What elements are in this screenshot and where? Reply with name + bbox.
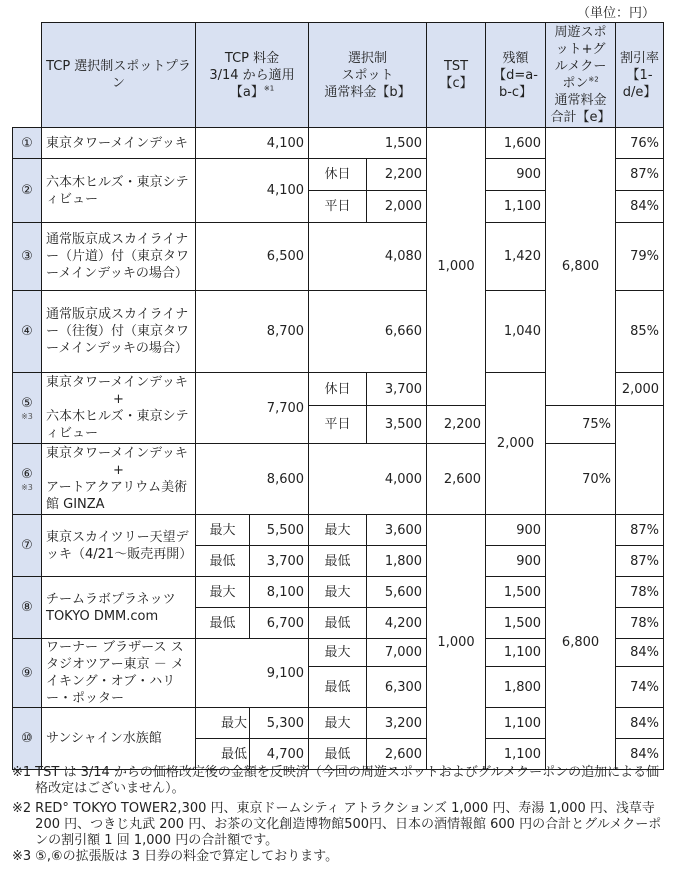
range-label: 最低 bbox=[196, 608, 250, 639]
total-value: 6,800 bbox=[546, 128, 616, 406]
header-tst-line2: 【c】 bbox=[439, 76, 473, 91]
remain-value: 1,100 bbox=[486, 739, 546, 770]
header-remain bbox=[486, 23, 546, 128]
plan-name: ワーナー ブラザース スタジオツアー東京 － メイキング・オブ・ハリー・ポッター bbox=[42, 639, 196, 708]
tcp-fee: 6,700 bbox=[250, 608, 309, 639]
row-number: ⑩ bbox=[13, 708, 42, 770]
remain-value: 1,420 bbox=[486, 223, 546, 291]
discount-rate: 84% bbox=[616, 739, 664, 770]
remain-value: 1,500 bbox=[486, 577, 546, 608]
plan-name: チームラボプラネッツ TOKYO DMM.com bbox=[42, 577, 196, 639]
plus-sign: + bbox=[113, 463, 124, 478]
plan-name-line1: 東京タワーメインデッキ bbox=[46, 446, 188, 461]
range-label: 最低 bbox=[309, 739, 367, 770]
day-type-label: 平日 bbox=[309, 406, 367, 444]
range-label: 最低 bbox=[309, 667, 367, 708]
header-discount-line1: 割引率 bbox=[620, 50, 660, 66]
plan-name: 東京スカイツリー天望デッキ（4/21～販売再開） bbox=[42, 515, 196, 577]
remain-value: 1,600 bbox=[486, 128, 546, 159]
footnote-mark: ※1 bbox=[12, 765, 32, 780]
row-number: ① bbox=[13, 128, 42, 159]
plan-name: サンシャイン水族館 bbox=[42, 708, 196, 770]
plus-sign: + bbox=[113, 392, 124, 407]
header-tst-line1: TST bbox=[443, 59, 469, 74]
plan-name: 東京タワーメインデッキ bbox=[42, 128, 196, 159]
tcp-fee: 4,100 bbox=[196, 128, 309, 159]
remain-value: 900 bbox=[486, 515, 546, 546]
header-tcp-fee-line3: 【a】 bbox=[229, 84, 264, 100]
remain-value: 2,200 bbox=[427, 406, 486, 444]
remain-value: 2,000 bbox=[616, 373, 664, 406]
spot-fee: 4,000 bbox=[309, 444, 427, 515]
range-label: 最低 bbox=[309, 608, 367, 639]
tcp-fee: 8,100 bbox=[250, 577, 309, 608]
footnote-mark: ※2 bbox=[12, 801, 32, 816]
table-row bbox=[13, 128, 664, 159]
discount-rate: 78% bbox=[616, 577, 664, 608]
remain-value: 1,100 bbox=[486, 191, 546, 223]
tcp-fee: 3,700 bbox=[250, 546, 309, 577]
plan-name: 通常版京成スカイライナー（往復）付（東京タワーメインデッキの場合） bbox=[42, 291, 196, 373]
discount-rate: 76% bbox=[616, 128, 664, 159]
header-spot-fee-line2: スポット bbox=[341, 67, 394, 83]
range-label: 最大 bbox=[309, 708, 367, 739]
spot-fee: 1,500 bbox=[309, 128, 427, 159]
discount-rate: 74% bbox=[616, 667, 664, 708]
unit-label: （単位：円） bbox=[576, 6, 655, 21]
tcp-fee: 7,700 bbox=[196, 373, 309, 444]
remain-value: 2,600 bbox=[427, 444, 486, 515]
footnote-ref: ※2 bbox=[588, 75, 599, 84]
spot-fee: 5,600 bbox=[367, 577, 427, 608]
price-table bbox=[12, 22, 664, 770]
header-tst bbox=[427, 23, 486, 128]
header-remain-line2: 【d=a-b-c】 bbox=[493, 67, 538, 100]
discount-rate: 84% bbox=[616, 191, 664, 223]
row-number-text: ⑥ bbox=[21, 467, 33, 482]
row-number bbox=[13, 444, 42, 515]
footnote-3 bbox=[12, 849, 672, 865]
tst-value: 1,000 bbox=[427, 515, 486, 770]
discount-rate: 87% bbox=[616, 546, 664, 577]
plan-name bbox=[42, 373, 196, 444]
header-row bbox=[13, 23, 664, 128]
header-spot-fee-line3: 通常料金【b】 bbox=[324, 84, 411, 100]
header-remain-line1: 残額 bbox=[502, 50, 529, 66]
spot-fee: 1,800 bbox=[367, 546, 427, 577]
tcp-fee: 8,700 bbox=[196, 291, 309, 373]
header-tcp-fee-line1: TCP 料金 bbox=[224, 50, 280, 66]
plan-name: 通常版京成スカイライナー（片道）付（東京タワーメインデッキの場合） bbox=[42, 223, 196, 291]
row-number: ⑧ bbox=[13, 577, 42, 639]
discount-rate: 79% bbox=[616, 223, 664, 291]
plan-name bbox=[42, 444, 196, 515]
discount-rate: 84% bbox=[616, 708, 664, 739]
header-spot-fee-line1: 選択制 bbox=[348, 50, 388, 66]
tcp-fee: 8,600 bbox=[196, 444, 309, 515]
footnote-1 bbox=[12, 765, 672, 797]
header-total-line2: 通常料金合計【e】 bbox=[550, 93, 611, 125]
discount-rate: 87% bbox=[616, 159, 664, 191]
remain-value: 900 bbox=[486, 546, 546, 577]
footnote-ref: ※1 bbox=[263, 84, 275, 93]
spot-fee: 4,200 bbox=[367, 608, 427, 639]
discount-rate: 85% bbox=[616, 291, 664, 373]
footnote-text: TST は 3/14 からの価格改定後の金額を反映済（今回の周遊スポットおよびグルメクーポンの追加による価格改定はございません）。 bbox=[35, 765, 660, 796]
remain-value: 1,100 bbox=[486, 708, 546, 739]
total-value: 6,800 bbox=[546, 515, 616, 770]
spot-fee: 7,000 bbox=[367, 639, 427, 667]
plan-name: 六本木ヒルズ・東京シティビュー bbox=[42, 159, 196, 223]
row-number: ⑨ bbox=[13, 639, 42, 708]
tcp-fee: 6,500 bbox=[196, 223, 309, 291]
range-label: 最低 bbox=[309, 546, 367, 577]
discount-rate: 70% bbox=[546, 444, 616, 515]
plan-name-line1: 東京タワーメインデッキ bbox=[46, 375, 188, 390]
footnote-ref: ※3 bbox=[21, 483, 33, 492]
table-row bbox=[13, 444, 664, 515]
remain-value: 900 bbox=[486, 159, 546, 191]
header-tcp-fee-line2: 3/14 から適用 bbox=[209, 67, 295, 83]
day-type-label: 平日 bbox=[309, 191, 367, 223]
spot-fee: 6,660 bbox=[309, 291, 427, 373]
discount-rate: 78% bbox=[616, 608, 664, 639]
remain-value: 1,100 bbox=[486, 639, 546, 667]
spot-fee: 4,080 bbox=[309, 223, 427, 291]
range-label: 最大 bbox=[309, 639, 367, 667]
table-row bbox=[13, 515, 664, 546]
plan-name-line2: 六本木ヒルズ・東京シティビュー bbox=[46, 409, 189, 441]
footnote-text: RED° TOKYO TOWER2,300 円、東京ドームシティ アトラクションズ 1,000 円、寿湯 1,000 円、浅草寺 200 円、つきじ丸武 200 円、お茶の文化創造博物館500円、日本の酒情報館 600 円の合計とグルメクーポンの割引額 1 回 1,000 円の合計額です。 bbox=[35, 801, 662, 848]
header-plan bbox=[42, 23, 196, 128]
footnote-2 bbox=[12, 801, 672, 849]
range-label: 最低 bbox=[196, 739, 250, 770]
footnotes bbox=[12, 765, 672, 865]
tst-value: 1,000 bbox=[427, 128, 486, 406]
corner-cell bbox=[13, 23, 42, 128]
header-total-line1: 周遊スポット+グルメクーポン bbox=[554, 25, 607, 91]
day-type-label: 休日 bbox=[309, 159, 367, 191]
tcp-fee: 5,300 bbox=[250, 708, 309, 739]
spot-fee: 3,500 bbox=[367, 406, 427, 444]
header-spot-fee bbox=[309, 23, 427, 128]
tcp-fee: 9,100 bbox=[196, 639, 309, 708]
discount-rate: 84% bbox=[616, 639, 664, 667]
row-number: ④ bbox=[13, 291, 42, 373]
row-number: ⑦ bbox=[13, 515, 42, 577]
spot-fee: 2,600 bbox=[367, 739, 427, 770]
range-label: 最大 bbox=[309, 577, 367, 608]
discount-rate: 75% bbox=[546, 406, 616, 444]
tcp-fee: 5,500 bbox=[250, 515, 309, 546]
spot-fee: 3,700 bbox=[367, 373, 427, 406]
range-label: 最大 bbox=[196, 515, 250, 546]
header-plan-text: TCP 選択制スポットプラン bbox=[46, 59, 191, 91]
row-number-text: ⑤ bbox=[21, 396, 33, 411]
tcp-fee: 4,700 bbox=[250, 739, 309, 770]
day-type-label: 休日 bbox=[309, 373, 367, 406]
row-number bbox=[13, 373, 42, 444]
spot-fee: 3,200 bbox=[367, 708, 427, 739]
header-discount bbox=[616, 23, 664, 128]
range-label: 最大 bbox=[196, 577, 250, 608]
spot-fee: 2,000 bbox=[367, 191, 427, 223]
plan-name-line2: アートアクアリウム美術館 GINZA bbox=[46, 480, 188, 512]
tst-value: 2,000 bbox=[486, 373, 546, 515]
remain-value: 1,800 bbox=[486, 667, 546, 708]
range-label: 最大 bbox=[309, 515, 367, 546]
discount-rate: 87% bbox=[616, 515, 664, 546]
footnote-text: ⑤,⑥の拡張版は 3 日券の料金で算定しております。 bbox=[35, 849, 339, 864]
spot-fee: 6,300 bbox=[367, 667, 427, 708]
range-label: 最大 bbox=[196, 708, 250, 739]
spot-fee: 2,200 bbox=[367, 159, 427, 191]
header-tcp-fee bbox=[196, 23, 309, 128]
header-total bbox=[546, 23, 616, 128]
spot-fee: 3,600 bbox=[367, 515, 427, 546]
footnote-ref: ※3 bbox=[21, 412, 33, 421]
header-discount-line2: 【1-d/e】 bbox=[622, 67, 657, 100]
tcp-fee: 4,100 bbox=[196, 159, 309, 223]
range-label: 最低 bbox=[196, 546, 250, 577]
remain-value: 1,040 bbox=[486, 291, 546, 373]
remain-value: 1,500 bbox=[486, 608, 546, 639]
row-number: ② bbox=[13, 159, 42, 223]
row-number: ③ bbox=[13, 223, 42, 291]
footnote-mark: ※3 bbox=[12, 849, 32, 864]
